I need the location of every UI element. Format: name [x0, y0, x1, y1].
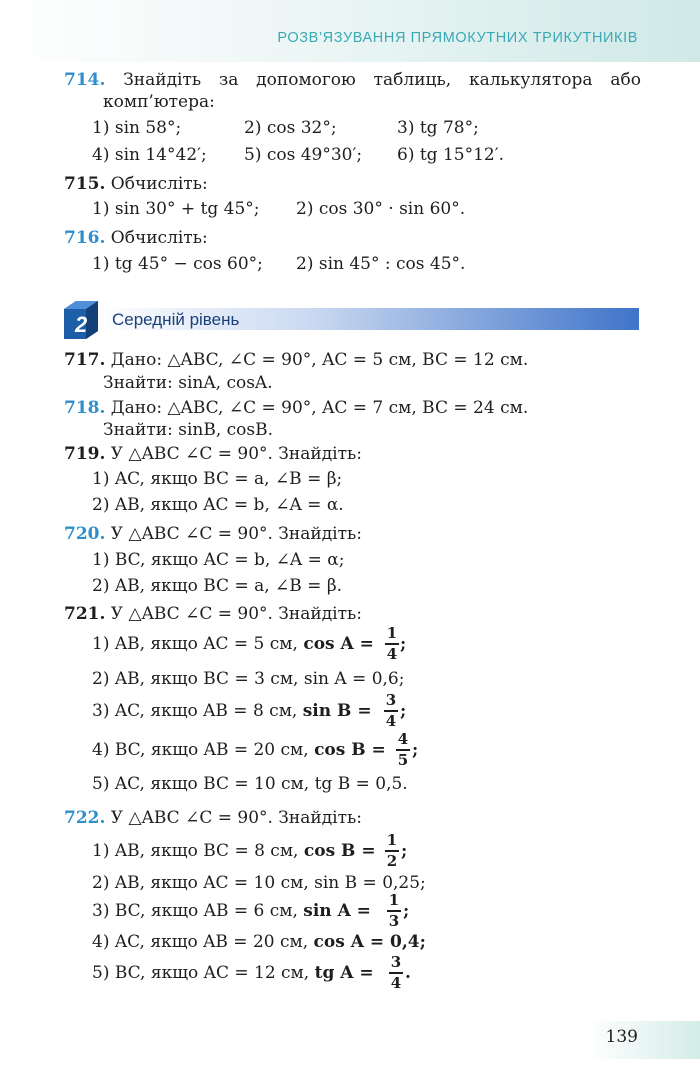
- problem-722-item-3: [92, 903, 371, 920]
- problem-text: Дано: △ABC, ∠C = 90°, AC = 5 см, BC = 12 см.: [105, 350, 529, 370]
- problem-text: У △ABC ∠C = 90°. Знайдіть:: [105, 444, 362, 464]
- problem-number: 715.: [64, 174, 106, 194]
- item-text: 1) AB, якщо BC = 8 см,: [92, 841, 304, 861]
- item-end: ;: [400, 634, 407, 654]
- problem-number: 721.: [64, 604, 106, 624]
- fraction-denominator: 3: [388, 912, 400, 930]
- section-title: Середній рівень: [112, 310, 240, 329]
- level-badge-label: 2: [75, 312, 88, 337]
- problem-715-heading: [64, 176, 208, 193]
- problem-721-item-3: [92, 703, 372, 720]
- level-2-badge-icon: [62, 299, 100, 339]
- problem-722-item-5: [92, 965, 374, 982]
- item-text: 3) AC, якщо AB = 8 см,: [92, 701, 303, 721]
- problem-word: за: [218, 70, 239, 90]
- fraction-denominator: 4: [386, 645, 398, 663]
- problem-722-heading: [64, 810, 362, 827]
- item-function: cos B =: [314, 740, 386, 760]
- fraction-numerator: 1: [386, 624, 398, 642]
- fraction-denominator: 2: [386, 852, 398, 870]
- problem-number: 714.: [64, 70, 106, 90]
- problem-714-item-5: 5) cos 49°30′;: [244, 145, 363, 165]
- fraction-denominator: 5: [397, 751, 409, 769]
- problem-721-heading: [64, 606, 362, 623]
- problem-714-line-1: [64, 70, 641, 90]
- problem-721-item-4: [92, 742, 386, 759]
- problem-718-find: Знайти: sinB, cosB.: [103, 420, 274, 440]
- item-function: sin A =: [303, 901, 371, 921]
- problem-number: 716.: [64, 228, 106, 248]
- problem-721-item-2: 2) AB, якщо BC = 3 см, sin A = 0,6;: [92, 669, 405, 689]
- item-text: 1) AB, якщо AC = 5 см,: [92, 634, 304, 654]
- item-text: 5) BC, якщо AC = 12 см,: [92, 963, 315, 983]
- problem-text: У △ABC ∠C = 90°. Знайдіть:: [105, 604, 362, 624]
- item-end: ;: [403, 901, 410, 921]
- problem-word: таблиць,: [373, 70, 452, 90]
- problem-715-item-2: 2) cos 30° · sin 60°.: [296, 199, 466, 219]
- problem-word: або: [610, 70, 641, 90]
- problem-721-item-1: [92, 636, 374, 653]
- problem-word: калькулятора: [468, 70, 593, 90]
- problem-text: Дано: △ABC, ∠C = 90°, AC = 7 см, BC = 24 см.: [105, 398, 529, 418]
- problem-717-find: Знайти: sinA, cosA.: [103, 373, 273, 393]
- problem-714-line-2: комп’ютера:: [103, 92, 215, 112]
- problem-number: 718.: [64, 398, 106, 418]
- problem-number: 719.: [64, 444, 106, 464]
- problem-text: Обчисліть:: [105, 228, 208, 248]
- problem-714-item-2: 2) cos 32°;: [244, 118, 337, 138]
- problem-number: 720.: [64, 524, 106, 544]
- fraction-numerator: 3: [385, 691, 397, 709]
- problem-number: 722.: [64, 808, 106, 828]
- item-end: .: [405, 963, 411, 983]
- problem-719-heading: [64, 446, 362, 463]
- problem-718-heading: [64, 400, 528, 417]
- page-number: 139: [605, 1027, 638, 1047]
- item-function: tg A =: [314, 963, 374, 983]
- problem-714-item-4: 4) sin 14°42′;: [92, 145, 207, 165]
- problem-719-item-1: 1) AC, якщо BC = a, ∠B = β;: [92, 469, 343, 489]
- problem-721-item-5: 5) AC, якщо BC = 10 см, tg B = 0,5.: [92, 774, 408, 794]
- item-function: cos A =: [303, 634, 374, 654]
- item-text: 3) BC, якщо AB = 6 см,: [92, 901, 304, 921]
- problem-716-item-1: 1) tg 45° − cos 60°;: [92, 254, 263, 274]
- fraction-numerator: 1: [386, 831, 398, 849]
- problem-word: допомогою: [256, 70, 356, 90]
- item-text: 4) BC, якщо AB = 20 см,: [92, 740, 315, 760]
- item-end: ;: [401, 841, 408, 861]
- problem-717-heading: [64, 352, 528, 369]
- fraction-denominator: 4: [385, 712, 397, 730]
- item-end: ;: [400, 701, 407, 721]
- item-function: sin B =: [302, 701, 372, 721]
- problem-722-item-4: [92, 934, 426, 951]
- problem-722-item-2: 2) AB, якщо AC = 10 см, sin B = 0,25;: [92, 873, 426, 893]
- fraction-numerator: 3: [390, 953, 402, 971]
- problem-word: Знайдіть: [123, 70, 202, 90]
- problem-720-item-2: 2) AB, якщо BC = a, ∠B = β.: [92, 576, 343, 596]
- item-text: 4) AC, якщо AB = 20 см,: [92, 932, 314, 952]
- fraction-numerator: 1: [388, 891, 400, 909]
- problem-716-item-2: 2) sin 45° : cos 45°.: [296, 254, 466, 274]
- fraction-numerator: 4: [397, 730, 409, 748]
- problem-722-item-1: [92, 843, 376, 860]
- fraction-denominator: 4: [390, 974, 402, 992]
- problem-720-item-1: 1) BC, якщо AC = b, ∠A = α;: [92, 550, 345, 570]
- item-function: cos A = 0,4;: [313, 932, 426, 952]
- problem-715-item-1: 1) sin 30° + tg 45°;: [92, 199, 260, 219]
- item-function: cos B =: [303, 841, 376, 861]
- problem-716-heading: [64, 230, 208, 247]
- problem-720-heading: [64, 526, 362, 543]
- problem-text: У △ABC ∠C = 90°. Знайдіть:: [105, 808, 362, 828]
- item-end: ;: [412, 740, 419, 760]
- problem-714-item-6: 6) tg 15°12′.: [397, 145, 504, 165]
- problem-number: 717.: [64, 350, 106, 370]
- problem-719-item-2: 2) AB, якщо AC = b, ∠A = α.: [92, 495, 344, 515]
- running-header: РОЗВ’ЯЗУВАННЯ ПРЯМОКУТНИХ ТРИКУТНИКІВ: [277, 30, 638, 46]
- problem-714-item-3: 3) tg 78°;: [397, 118, 479, 138]
- problem-text: Обчисліть:: [105, 174, 208, 194]
- problem-714-item-1: 1) sin 58°;: [92, 118, 182, 138]
- problem-text: У △ABC ∠C = 90°. Знайдіть:: [105, 524, 362, 544]
